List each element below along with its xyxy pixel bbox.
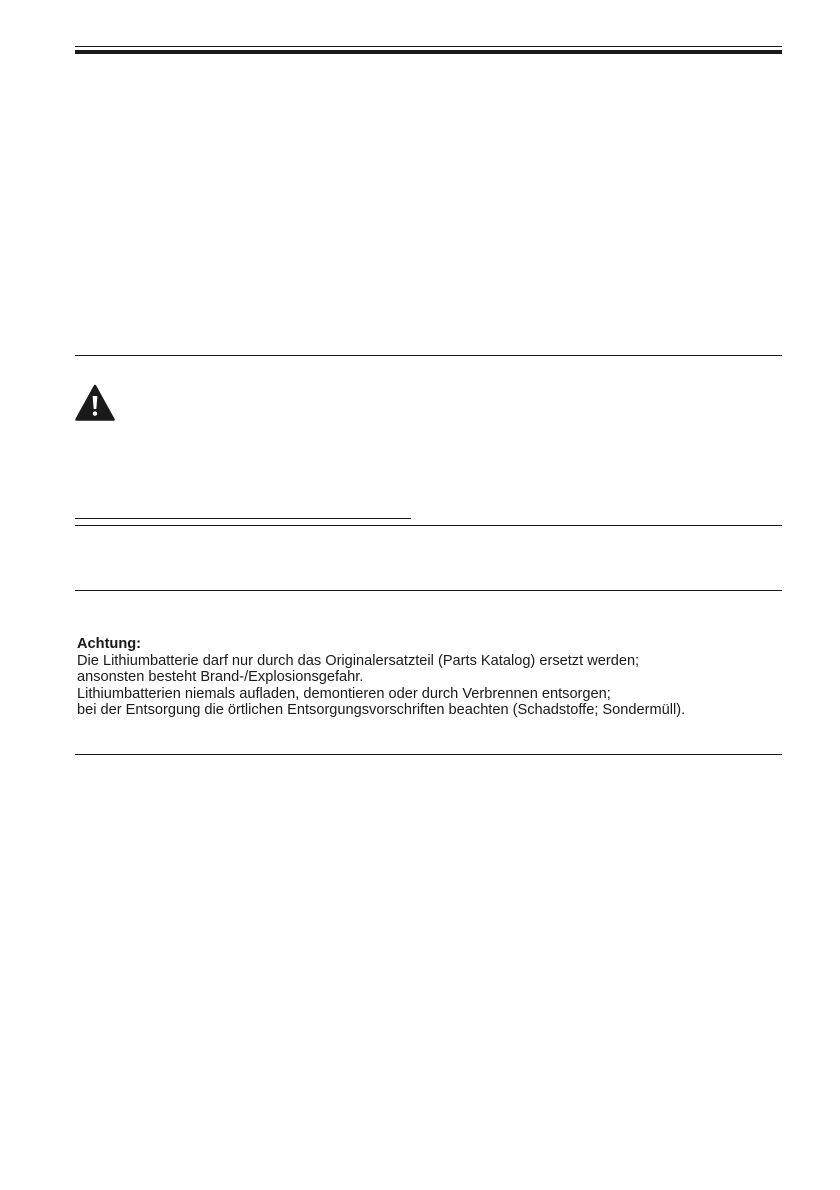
caution-notice bbox=[77, 636, 782, 719]
header-rule-thin bbox=[75, 46, 782, 47]
notice-line: ansonsten besteht Brand-/Explosionsgefahr. bbox=[77, 669, 364, 685]
section-divider bbox=[75, 525, 782, 526]
warning-triangle-icon bbox=[75, 384, 115, 422]
section-divider bbox=[75, 355, 782, 356]
notice-line: bei der Entsorgung die örtlichen Entsorgungsvorschriften beachten (Schadstoffe; Sondermüll). bbox=[77, 702, 686, 718]
notice-heading: Achtung: bbox=[77, 636, 142, 652]
section-divider bbox=[75, 754, 782, 755]
notice-line: Die Lithiumbatterie darf nur durch das Originalersatzteil (Parts Katalog) ersetzt werden; bbox=[77, 652, 640, 669]
header-rule-thick bbox=[75, 50, 782, 54]
section-divider bbox=[75, 590, 782, 591]
notice-line: Lithiumbatterien niemals aufladen, demontieren oder durch Verbrennen entsorgen; bbox=[77, 685, 611, 702]
short-divider bbox=[75, 518, 411, 519]
